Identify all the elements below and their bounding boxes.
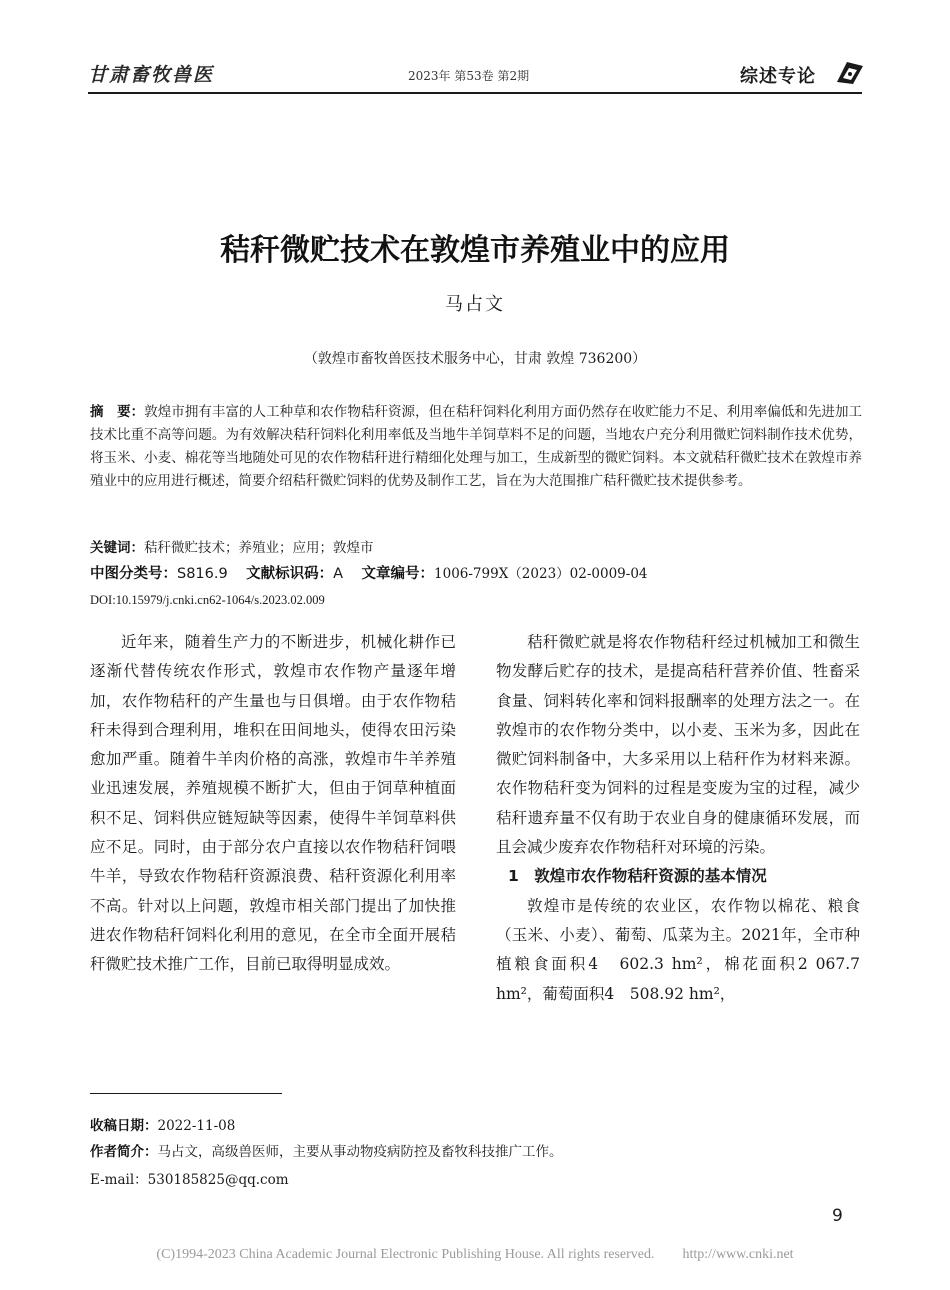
author-bio-label: 作者简介： xyxy=(90,1144,158,1160)
abstract-text: 敦煌市拥有丰富的人工种草和农作物秸秆资源，但在秸秆饲料化利用方面仍然存在收贮能力不足、利用率偏低和先进加工技术比重不高等问题。为有效解决秸秆饲料化利用率低及当地牛羊饲草料不足的问题，当地农户充分利用微贮饲料制作技术优势，将玉米、小麦、棉花等当地随处可见的农作物秸秆进行精细化处理与加工，生成新型的微贮饲料。本文就秸秆微贮技术在敦煌市养殖业中的应用进行概述，简要介绍秸秆微贮饲料的优势及制作工艺，旨在为大范围推广秸秆微贮技术提供参考。 xyxy=(90,404,863,489)
article-title: 秸秆微贮技术在敦煌市养殖业中的应用 xyxy=(220,233,730,268)
footnote-author xyxy=(90,1140,563,1160)
classification-line xyxy=(90,563,862,586)
received-date: 2022-11-08 xyxy=(157,1118,236,1134)
abstract xyxy=(90,401,862,493)
author-bio: 马占文，高级兽医师，主要从事动物疫病防控及畜牧科技推广工作。 xyxy=(157,1144,563,1160)
doc-code-label: 文献标识码： xyxy=(246,566,334,582)
keywords-label: 关键词： xyxy=(90,540,144,556)
intro-paragraph: 近年来，随着生产力的不断进步，机械化耕作已逐渐代替传统农作形式，敦煌市农作物产量逐年增加，农作物秸秆的产生量也与日俱增。由于农作物秸秆未得到合理利用，堆积在田间地头，使得农田污染愈加严重。随着牛羊肉价格的高涨，敦煌市牛羊养殖业迅速发展，养殖规模不断扩大，但由于饲草种植面积不足、饲料供应链短缺等因素，使得牛羊饲草料供应不足。同时，由于部分农户直接以农作物秸秆饲喂牛羊，导致农作物秸秆资源浪费、秸秆资源化利用率不高。针对以上问题，敦煌市相关部门提出了加快推进农作物秸秆饲料化利用的意见，在全市全面开展秸秆微贮技术推广工作，目前已取得明显成效。 xyxy=(90,633,456,974)
copyright-notice: (C)1994-2023 China Academic Journal Electronic Publishing House. All rights reserved. http://www.cnki.net xyxy=(156,1247,794,1262)
body-right-column xyxy=(496,628,860,1009)
article-number-value: 1006-799X（2023）02-0009-04 xyxy=(434,566,648,582)
clc-value: S816.9 xyxy=(177,566,228,582)
keywords-text: 秸秆微贮技术；养殖业；应用；敦煌市 xyxy=(144,540,374,556)
section-1-heading: 1 敦煌市农作物秸秆资源的基本情况 xyxy=(508,867,767,886)
pen-nib-icon xyxy=(833,58,865,86)
section-1-paragraph: 敦煌市是传统的农业区，农作物以棉花、粮食（玉米、小麦）、葡萄、瓜菜为主。2021年，全市种植粮食面积4 602.3 hm²，棉花面积2 067.7 hm²，葡萄面积4 508.92 hm²， xyxy=(496,896,860,1003)
doc-code-value: A xyxy=(333,566,344,582)
keywords xyxy=(90,537,862,560)
received-label: 收稿日期： xyxy=(90,1118,158,1134)
footnote-email: E-mail：530185825@qq.com xyxy=(90,1172,289,1188)
header-rule xyxy=(88,92,862,94)
clc-label: 中图分类号： xyxy=(90,566,177,582)
journal-name: 甘肃畜牧兽医 xyxy=(88,64,215,86)
article-number-label: 文章编号： xyxy=(361,566,435,582)
doi: DOI:10.15979/j.cnki.cn62-1064/s.2023.02.009 xyxy=(90,593,325,607)
footnote-received xyxy=(90,1114,235,1134)
definition-paragraph: 秸秆微贮就是将农作物秸秆经过机械加工和微生物发酵后贮存的技术，是提高秸秆营养价值、牲畜采食量、饲料转化率和饲料报酬率的处理方法之一。在敦煌市的农作物分类中，以小麦、玉米为多，因此在微贮饲料制备中，大多采用以上秸秆作为材料来源。农作物秸秆变为饲料的过程是变废为宝的过程，减少秸秆遗弃量不仅有助于农业自身的健康循环发展，而且会减少废弃农作物秸秆对环境的污染。 xyxy=(496,633,860,857)
section-label: 综述专论 xyxy=(740,66,816,87)
abstract-label: 摘 要： xyxy=(90,404,145,420)
body-left-column xyxy=(90,628,456,980)
footnote-rule xyxy=(90,1093,282,1094)
page-number: 9 xyxy=(832,1206,843,1226)
author-affiliation: （敦煌市畜牧兽医技术服务中心，甘肃 敦煌 736200） xyxy=(303,351,647,367)
article-author: 马占文 xyxy=(445,294,505,315)
issue-info: 2023年 第53卷 第2期 xyxy=(408,69,530,83)
